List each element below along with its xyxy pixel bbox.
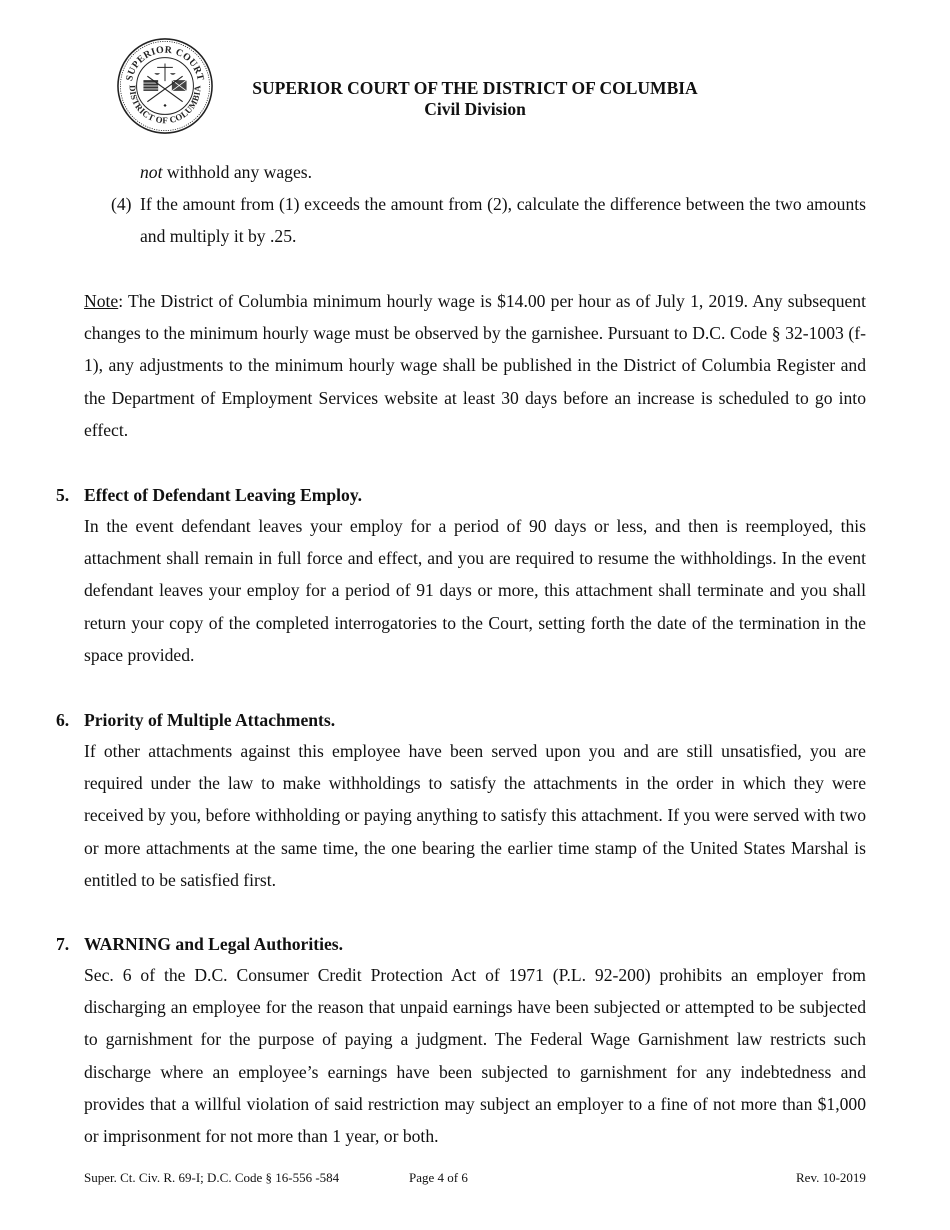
section-7-heading bbox=[56, 933, 343, 955]
svg-text:DISTRICT OF COLUMBIA: DISTRICT OF COLUMBIA bbox=[127, 85, 203, 126]
section-title: Effect of Defendant Leaving Employ. bbox=[84, 485, 363, 505]
section-6-heading bbox=[56, 709, 335, 731]
step-marker: (4) bbox=[111, 194, 132, 214]
section-5-body: In the event defendant leaves your employ for a period of 90 days or less, and then is reemployed, this attachment shall remain in full force and effect, and you are required to resume the withholdings. In the event defendant leaves your employ for a period of 91 days or more, this attachment shall terminate and you shall return your copy of the completed interrogatories to the Court, setting forth the date of the termination in the space provided. bbox=[84, 516, 866, 665]
note-text: : The District of Columbia minimum hourly wage is $14.00 per hour as of July 1, 2019. Any subsequent changes to the minimum hourly wage must be observed by the garnishee. Pursuant to D.C. Code § 32-1003 (f-1), any adjustments to the minimum hourly wage shall be published in the District of Columbia Register and the Department of Employment Services website at least 30 days before an increase is scheduled to go into effect. bbox=[84, 291, 866, 440]
section-number: 7. bbox=[56, 934, 70, 954]
svg-text:◆: ◆ bbox=[163, 103, 167, 108]
note-label: Note bbox=[84, 291, 119, 311]
division-name: Civil Division bbox=[424, 99, 526, 119]
footer-page-number: Page 4 of 6 bbox=[409, 1170, 468, 1185]
section-6-body: If other attachments against this employee have been served upon you and are still unsatisfied, you are required under the law to make withholdings to satisfy the attachments in the order in which they were received by you, before withholding or paying anything to satisfy this attachment. If you were served with two or more attachments at the same time, the one bearing the earlier time stamp of the United States Marshal is entitled to be satisfied first. bbox=[84, 741, 866, 890]
section-title: WARNING and Legal Authorities. bbox=[84, 934, 344, 954]
section-7-body: Sec. 6 of the D.C. Consumer Credit Protection Act of 1971 (P.L. 92-200) prohibits an employer from discharging an employee for the reason that unpaid earnings have been subjected or attempted to be subjected to garnishment for the purpose of paying a judgment. The Federal Wage Garnishment law restricts such discharge where an employee’s earnings have been subjected to garnishment for any indebtedness and provides that a willful violation of said restriction may subject an employer to a fine of not more than $1,000 or imprisonment for not more than 1 year, or both. bbox=[84, 965, 866, 1147]
court-name: SUPERIOR COURT OF THE DISTRICT OF COLUMBIA bbox=[252, 78, 698, 98]
emphasis-word: not bbox=[140, 162, 163, 182]
section-title: Priority of Multiple Attachments. bbox=[84, 710, 336, 730]
footer-revision: Rev. 10-2019 bbox=[796, 1170, 866, 1185]
continuation-line bbox=[140, 156, 866, 188]
continuation-text: withhold any wages. bbox=[166, 162, 313, 182]
section-number: 6. bbox=[56, 710, 70, 730]
court-header bbox=[200, 78, 750, 120]
section-5-heading bbox=[56, 484, 362, 506]
note-paragraph bbox=[84, 285, 866, 446]
svg-text:SUPERIOR COURT: SUPERIOR COURT bbox=[124, 44, 206, 83]
step-4-text: If the amount from (1) exceeds the amount from (2), calculate the difference between the two amounts and multiply it by .25. bbox=[140, 194, 866, 247]
footer-citation: Super. Ct. Civ. R. 69-I; D.C. Code § 16-556 -584 bbox=[84, 1170, 340, 1185]
section-number: 5. bbox=[56, 485, 70, 505]
